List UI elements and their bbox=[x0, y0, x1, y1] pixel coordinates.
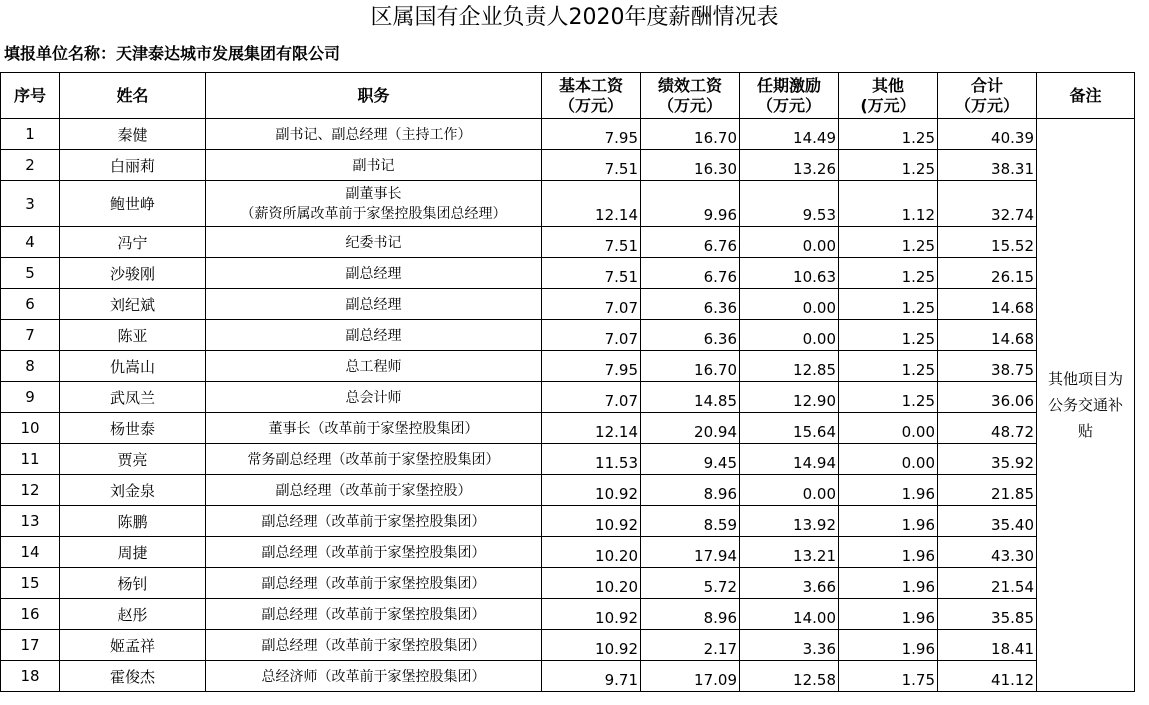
cell-incent: 13.26 bbox=[740, 150, 839, 181]
cell-base: 12.14 bbox=[542, 413, 641, 444]
header-name: 姓名 bbox=[60, 73, 206, 119]
cell-position: 副总经理（改革前于家堡控股集团） bbox=[206, 537, 542, 568]
cell-total: 38.75 bbox=[938, 351, 1037, 382]
cell-base: 10.20 bbox=[542, 537, 641, 568]
cell-position: 副总经理 bbox=[206, 320, 542, 351]
header-total: 合计 （万元） bbox=[938, 73, 1037, 119]
cell-total: 48.72 bbox=[938, 413, 1037, 444]
table-row bbox=[1, 475, 1135, 506]
cell-other: 1.25 bbox=[839, 150, 938, 181]
table-row bbox=[1, 599, 1135, 630]
position-line-1: 副董事长 bbox=[345, 185, 402, 202]
header-other: 其他 (万元） bbox=[839, 73, 938, 119]
cell-other: 1.96 bbox=[839, 599, 938, 630]
table-row bbox=[1, 661, 1135, 692]
cell-perf: 16.70 bbox=[641, 351, 740, 382]
cell-no: 6 bbox=[1, 289, 60, 320]
table-row bbox=[1, 568, 1135, 599]
cell-incent: 14.94 bbox=[740, 444, 839, 475]
cell-position: 副书记 bbox=[206, 150, 542, 181]
cell-perf: 14.85 bbox=[641, 382, 740, 413]
cell-no: 8 bbox=[1, 351, 60, 382]
cell-other: 0.00 bbox=[839, 413, 938, 444]
cell-perf: 17.94 bbox=[641, 537, 740, 568]
table-row bbox=[1, 537, 1135, 568]
cell-incent: 3.66 bbox=[740, 568, 839, 599]
cell-no: 10 bbox=[1, 413, 60, 444]
cell-name: 姬孟祥 bbox=[60, 630, 206, 661]
table-row bbox=[1, 181, 1135, 227]
cell-incent: 12.85 bbox=[740, 351, 839, 382]
cell-base: 10.92 bbox=[542, 630, 641, 661]
cell-other: 1.12 bbox=[839, 181, 938, 227]
cell-other: 1.25 bbox=[839, 289, 938, 320]
remark-text: 其他项目为公务交通补贴 bbox=[1047, 370, 1123, 440]
cell-base: 7.51 bbox=[542, 227, 641, 258]
cell-other: 1.75 bbox=[839, 661, 938, 692]
cell-name: 秦健 bbox=[60, 119, 206, 150]
cell-name: 杨世泰 bbox=[60, 413, 206, 444]
cell-name: 冯宁 bbox=[60, 227, 206, 258]
cell-incent: 9.53 bbox=[740, 181, 839, 227]
cell-name: 白丽莉 bbox=[60, 150, 206, 181]
cell-name: 杨钊 bbox=[60, 568, 206, 599]
remark-cell bbox=[1037, 119, 1135, 692]
cell-position: 总工程师 bbox=[206, 351, 542, 382]
cell-total: 18.41 bbox=[938, 630, 1037, 661]
cell-name: 沙骏刚 bbox=[60, 258, 206, 289]
reporting-unit-label: 填报单位名称：天津泰达城市发展集团有限公司 bbox=[4, 44, 341, 63]
cell-incent: 0.00 bbox=[740, 289, 839, 320]
table-row bbox=[1, 258, 1135, 289]
cell-incent: 14.49 bbox=[740, 119, 839, 150]
table-row bbox=[1, 630, 1135, 661]
cell-no: 5 bbox=[1, 258, 60, 289]
position-line-2: （薪资所属改革前于家堡控股集团总经理） bbox=[240, 205, 507, 222]
cell-no: 14 bbox=[1, 537, 60, 568]
cell-other: 1.96 bbox=[839, 475, 938, 506]
cell-other: 1.25 bbox=[839, 351, 938, 382]
cell-no: 18 bbox=[1, 661, 60, 692]
cell-base: 7.51 bbox=[542, 150, 641, 181]
header-performance-pay: 绩效工资 （万元） bbox=[641, 73, 740, 119]
header-no: 序号 bbox=[1, 73, 60, 119]
cell-base: 11.53 bbox=[542, 444, 641, 475]
cell-incent: 15.64 bbox=[740, 413, 839, 444]
cell-base: 10.92 bbox=[542, 506, 641, 537]
cell-position: 副总经理（改革前于家堡控股集团） bbox=[206, 630, 542, 661]
cell-name: 贾亮 bbox=[60, 444, 206, 475]
cell-total: 38.31 bbox=[938, 150, 1037, 181]
cell-name: 武凤兰 bbox=[60, 382, 206, 413]
cell-other: 1.25 bbox=[839, 320, 938, 351]
cell-base: 9.71 bbox=[542, 661, 641, 692]
cell-base: 7.07 bbox=[542, 320, 641, 351]
cell-incent: 0.00 bbox=[740, 227, 839, 258]
table-row bbox=[1, 119, 1135, 150]
cell-base: 7.07 bbox=[542, 289, 641, 320]
cell-other: 1.96 bbox=[839, 537, 938, 568]
cell-no: 3 bbox=[1, 181, 60, 227]
cell-no: 1 bbox=[1, 119, 60, 150]
cell-name: 鲍世峥 bbox=[60, 181, 206, 227]
cell-incent: 3.36 bbox=[740, 630, 839, 661]
cell-position: 副总经理（改革前于家堡控股集团） bbox=[206, 568, 542, 599]
cell-perf: 8.59 bbox=[641, 506, 740, 537]
cell-perf: 20.94 bbox=[641, 413, 740, 444]
cell-total: 35.85 bbox=[938, 599, 1037, 630]
cell-base: 12.14 bbox=[542, 181, 641, 227]
cell-name: 陈亚 bbox=[60, 320, 206, 351]
cell-total: 35.92 bbox=[938, 444, 1037, 475]
cell-other: 1.96 bbox=[839, 568, 938, 599]
cell-position: 副总经理 bbox=[206, 289, 542, 320]
cell-total: 21.54 bbox=[938, 568, 1037, 599]
cell-incent: 14.00 bbox=[740, 599, 839, 630]
cell-perf: 6.76 bbox=[641, 227, 740, 258]
cell-perf: 5.72 bbox=[641, 568, 740, 599]
cell-no: 13 bbox=[1, 506, 60, 537]
cell-position: 纪委书记 bbox=[206, 227, 542, 258]
cell-total: 26.15 bbox=[938, 258, 1037, 289]
cell-position bbox=[206, 181, 542, 227]
table-row bbox=[1, 289, 1135, 320]
cell-total: 14.68 bbox=[938, 289, 1037, 320]
cell-no: 16 bbox=[1, 599, 60, 630]
header-remark: 备注 bbox=[1037, 73, 1135, 119]
cell-incent: 0.00 bbox=[740, 475, 839, 506]
cell-position: 副总经理（改革前于家堡控股集团） bbox=[206, 506, 542, 537]
cell-base: 7.07 bbox=[542, 382, 641, 413]
table-row bbox=[1, 351, 1135, 382]
cell-total: 14.68 bbox=[938, 320, 1037, 351]
cell-position: 总会计师 bbox=[206, 382, 542, 413]
page-title: 区属国有企业负责人2020年度薪酬情况表 bbox=[370, 5, 779, 30]
cell-incent: 13.92 bbox=[740, 506, 839, 537]
cell-incent: 0.00 bbox=[740, 320, 839, 351]
cell-base: 7.95 bbox=[542, 351, 641, 382]
cell-base: 10.92 bbox=[542, 475, 641, 506]
header-base-salary: 基本工资 （万元） bbox=[542, 73, 641, 119]
table-row bbox=[1, 444, 1135, 475]
cell-total: 35.40 bbox=[938, 506, 1037, 537]
cell-no: 7 bbox=[1, 320, 60, 351]
cell-incent: 12.58 bbox=[740, 661, 839, 692]
cell-no: 2 bbox=[1, 150, 60, 181]
cell-total: 32.74 bbox=[938, 181, 1037, 227]
cell-total: 21.85 bbox=[938, 475, 1037, 506]
cell-position: 副总经理（改革前于家堡控股） bbox=[206, 475, 542, 506]
cell-other: 1.25 bbox=[839, 119, 938, 150]
cell-position: 副书记、副总经理（主持工作） bbox=[206, 119, 542, 150]
cell-perf: 9.96 bbox=[641, 181, 740, 227]
cell-incent: 13.21 bbox=[740, 537, 839, 568]
cell-position: 总经济师（改革前于家堡控股集团） bbox=[206, 661, 542, 692]
cell-total: 40.39 bbox=[938, 119, 1037, 150]
cell-no: 11 bbox=[1, 444, 60, 475]
cell-perf: 17.09 bbox=[641, 661, 740, 692]
salary-table bbox=[0, 72, 1135, 692]
cell-no: 17 bbox=[1, 630, 60, 661]
table-row bbox=[1, 506, 1135, 537]
cell-other: 0.00 bbox=[839, 444, 938, 475]
header-row bbox=[1, 73, 1135, 119]
cell-total: 41.12 bbox=[938, 661, 1037, 692]
cell-perf: 16.70 bbox=[641, 119, 740, 150]
cell-name: 霍俊杰 bbox=[60, 661, 206, 692]
cell-position: 副总经理（改革前于家堡控股集团） bbox=[206, 599, 542, 630]
cell-perf: 8.96 bbox=[641, 475, 740, 506]
cell-name: 刘金泉 bbox=[60, 475, 206, 506]
cell-perf: 6.36 bbox=[641, 289, 740, 320]
cell-base: 10.92 bbox=[542, 599, 641, 630]
cell-total: 43.30 bbox=[938, 537, 1037, 568]
cell-no: 15 bbox=[1, 568, 60, 599]
cell-other: 1.25 bbox=[839, 382, 938, 413]
cell-other: 1.25 bbox=[839, 227, 938, 258]
cell-other: 1.96 bbox=[839, 506, 938, 537]
cell-name: 赵彤 bbox=[60, 599, 206, 630]
cell-perf: 9.45 bbox=[641, 444, 740, 475]
cell-position: 常务副总经理（改革前于家堡控股集团） bbox=[206, 444, 542, 475]
cell-position: 副总经理 bbox=[206, 258, 542, 289]
cell-other: 1.25 bbox=[839, 258, 938, 289]
table-row bbox=[1, 227, 1135, 258]
cell-total: 36.06 bbox=[938, 382, 1037, 413]
cell-other: 1.96 bbox=[839, 630, 938, 661]
cell-perf: 16.30 bbox=[641, 150, 740, 181]
cell-perf: 6.36 bbox=[641, 320, 740, 351]
cell-base: 10.20 bbox=[542, 568, 641, 599]
cell-perf: 6.76 bbox=[641, 258, 740, 289]
cell-name: 陈鹏 bbox=[60, 506, 206, 537]
cell-incent: 10.63 bbox=[740, 258, 839, 289]
cell-base: 7.95 bbox=[542, 119, 641, 150]
table-row bbox=[1, 382, 1135, 413]
cell-name: 刘纪斌 bbox=[60, 289, 206, 320]
cell-name: 仇嵩山 bbox=[60, 351, 206, 382]
header-position: 职务 bbox=[206, 73, 542, 119]
cell-total: 15.52 bbox=[938, 227, 1037, 258]
cell-base: 7.51 bbox=[542, 258, 641, 289]
table-row bbox=[1, 150, 1135, 181]
header-term-incentive: 任期激励 （万元） bbox=[740, 73, 839, 119]
cell-name: 周捷 bbox=[60, 537, 206, 568]
cell-perf: 8.96 bbox=[641, 599, 740, 630]
table-row bbox=[1, 413, 1135, 444]
table-row bbox=[1, 320, 1135, 351]
cell-perf: 2.17 bbox=[641, 630, 740, 661]
cell-position: 董事长（改革前于家堡控股集团） bbox=[206, 413, 542, 444]
cell-no: 4 bbox=[1, 227, 60, 258]
cell-no: 12 bbox=[1, 475, 60, 506]
cell-no: 9 bbox=[1, 382, 60, 413]
cell-incent: 12.90 bbox=[740, 382, 839, 413]
